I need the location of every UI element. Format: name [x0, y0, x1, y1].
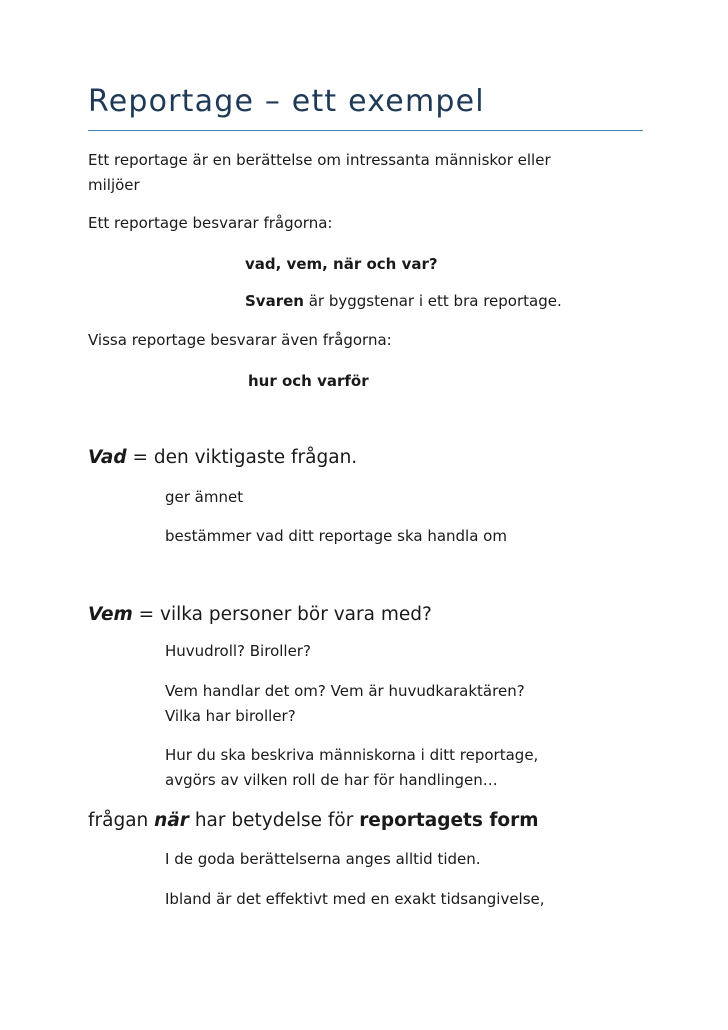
- nar-bold-end: reportagets form: [359, 810, 539, 831]
- vem-point-3-line-1: Hur du ska beskriva människorna i ditt reportage,: [165, 746, 539, 764]
- svaren-bold: Svaren: [245, 292, 304, 310]
- vem-point-3-line-2: avgörs av vilken roll de har för handlingen…: [165, 771, 498, 789]
- intro-line-1: Ett reportage är en berättelse om intressanta människor eller: [88, 151, 551, 169]
- vem-heading-rest: = vilka personer bör vara med?: [132, 604, 432, 625]
- vad-keyword: Vad: [88, 447, 127, 468]
- questions-bold: vad, vem, när och var?: [245, 255, 438, 273]
- vad-heading: [88, 445, 357, 471]
- nar-point-2: Ibland är det effektivt med en exakt tidsangivelse,: [165, 890, 545, 908]
- vem-point-2-line-2: Vilka har biroller?: [165, 707, 296, 725]
- svaren-line: [245, 289, 562, 314]
- also-questions: [248, 369, 369, 394]
- nar-point-1: I de goda berättelserna anges alltid tiden.: [165, 850, 481, 868]
- nar-keyword: när: [154, 810, 189, 831]
- nar-heading: [88, 808, 539, 834]
- vad-heading-rest: = den viktigaste frågan.: [126, 447, 358, 468]
- also-intro: Vissa reportage besvarar även frågorna:: [88, 331, 392, 349]
- questions-list: [245, 252, 438, 277]
- vem-heading: [88, 602, 432, 628]
- svaren-rest: är byggstenar i ett bra reportage.: [303, 292, 562, 310]
- intro-line-2: miljöer: [88, 176, 140, 194]
- vem-point-1: Huvudroll? Biroller?: [165, 642, 311, 660]
- vad-point-2: bestämmer vad ditt reportage ska handla om: [165, 527, 507, 545]
- document-title: Reportage – ett exempel: [88, 84, 485, 119]
- nar-pre: frågan: [88, 810, 155, 831]
- vem-keyword: Vem: [88, 604, 133, 625]
- nar-mid: har betydelse för: [188, 810, 360, 831]
- vem-point-2-line-1: Vem handlar det om? Vem är huvudkaraktären?: [165, 682, 525, 700]
- answers-intro: Ett reportage besvarar frågorna:: [88, 214, 333, 232]
- title-underline: [88, 130, 643, 131]
- also-questions-bold: hur och varför: [248, 372, 369, 390]
- vad-point-1: ger ämnet: [165, 488, 244, 506]
